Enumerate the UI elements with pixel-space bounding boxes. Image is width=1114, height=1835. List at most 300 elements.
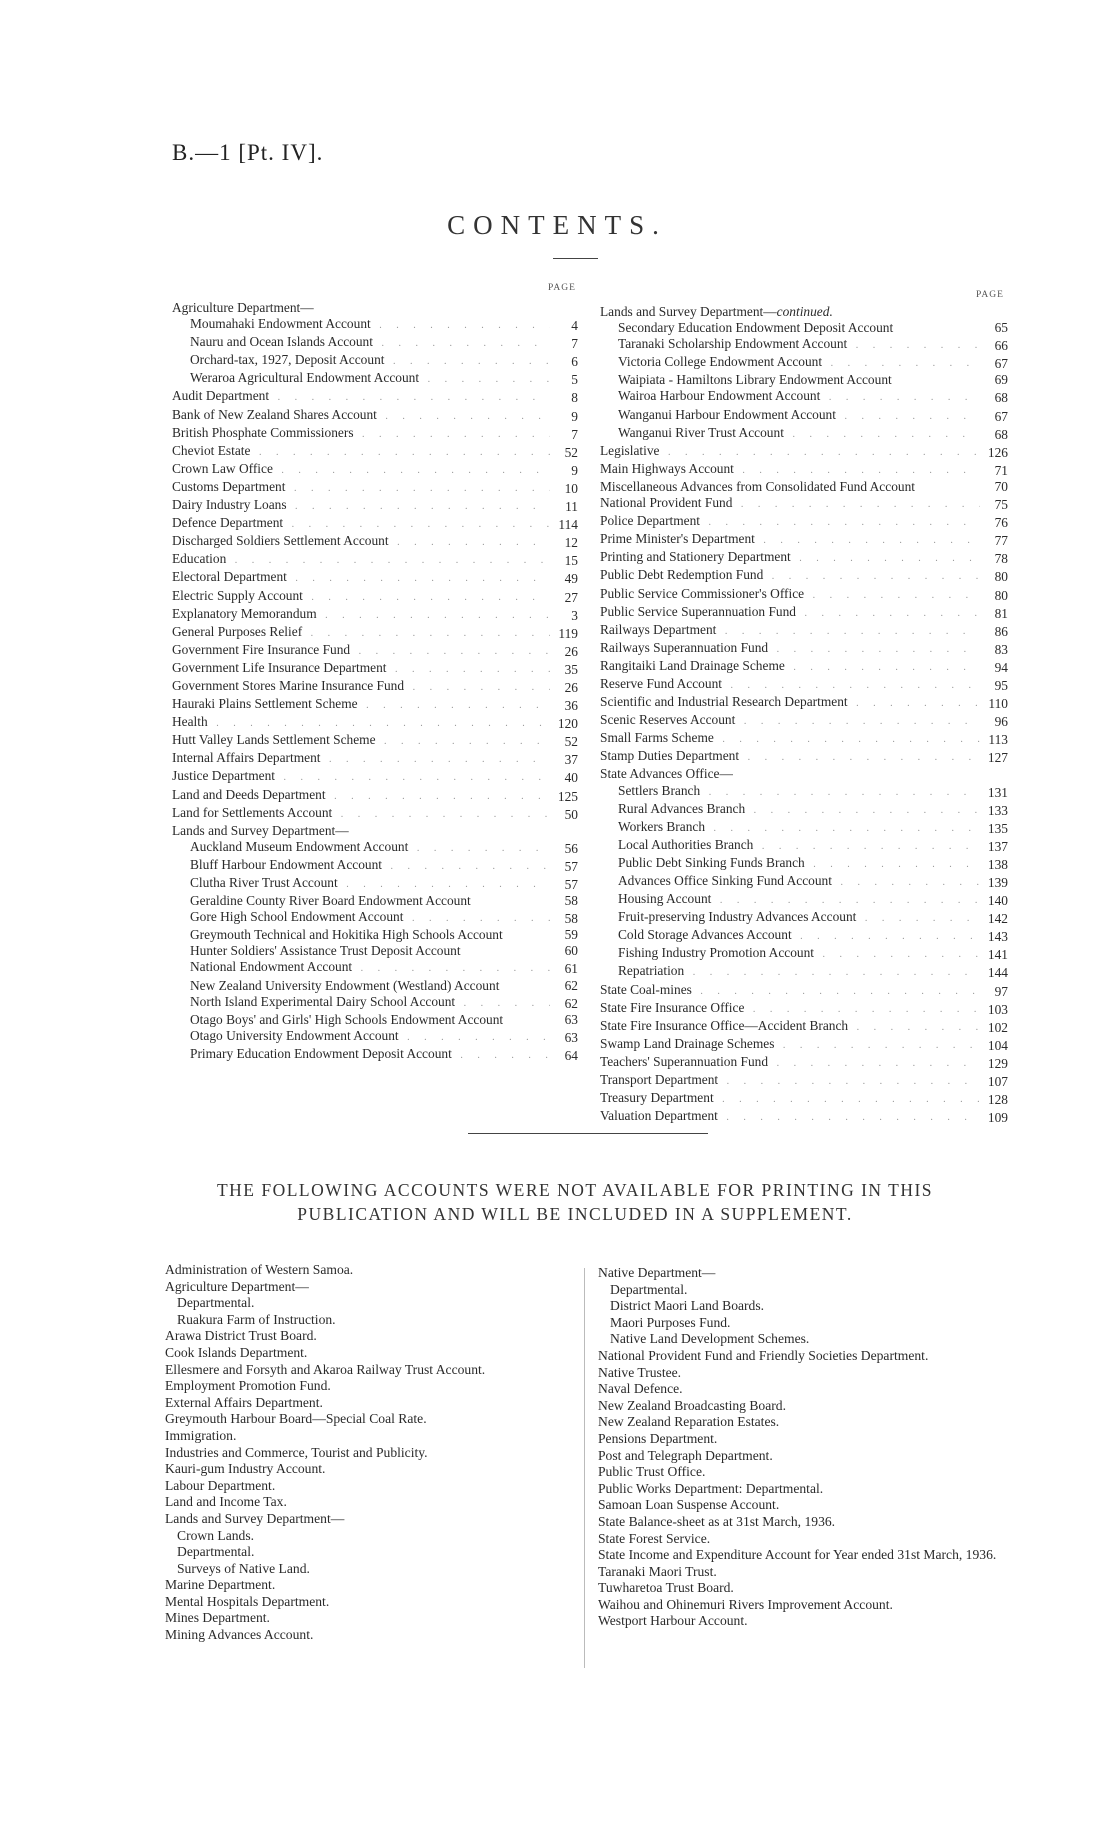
unavailable-account-item: Immigration. <box>165 1427 237 1443</box>
contents-entry-page: 26 <box>564 643 578 659</box>
contents-entry <box>172 407 578 425</box>
contents-entry-label: Government Life Insurance Department . . . <box>172 660 550 678</box>
contents-entry-page: 37 <box>564 752 578 768</box>
unavailable-account-item: Native Department— <box>598 1265 716 1280</box>
contents-column-left <box>172 300 578 1064</box>
contents-entry <box>172 768 578 786</box>
contents-entry <box>172 959 578 977</box>
contents-entry-page: 86 <box>994 623 1008 639</box>
contents-entry-label: Local Authorities Branch . . . <box>618 837 980 855</box>
contents-entry-label: Transport Department . . . <box>600 1072 980 1090</box>
notice-line-2: PUBLICATION AND WILL BE INCLUDED IN A SUPPLEMENT. <box>297 1204 853 1224</box>
contents-entry-label: Health . . . <box>172 714 550 732</box>
unavailable-account-item: Greymouth Harbour Board—Special Coal Rate. <box>165 1411 427 1427</box>
contents-entry <box>172 461 578 479</box>
contents-entry-label: State Fire Insurance Office . . . <box>600 1000 980 1018</box>
contents-entry <box>172 943 578 959</box>
contents-entry-page: 8 <box>571 390 578 406</box>
contents-entry-page: 80 <box>994 587 1008 603</box>
contents-entry <box>600 1036 1008 1054</box>
contents-entry-label: Reserve Fund Account . . . <box>600 676 980 694</box>
contents-entry-page: 12 <box>564 535 578 551</box>
unavailable-account-item: Waihou and Ohinemuri Rivers Improvement Account. <box>598 1596 893 1612</box>
contents-entry <box>600 748 1008 766</box>
contents-entry-label: Housing Account . . . <box>618 891 980 909</box>
contents-entry <box>172 425 578 443</box>
contents-entry-label: Hutt Valley Lands Settlement Scheme . . . <box>172 732 550 750</box>
contents-entry-label: Primary Education Endowment Deposit Account . . . <box>190 1046 550 1064</box>
contents-entry-page: 77 <box>994 533 1008 549</box>
contents-entry-label: Electric Supply Account . . . <box>172 588 550 606</box>
page-title: CONTENTS. <box>447 210 667 240</box>
contents-entry-page: 57 <box>564 858 578 874</box>
contents-entry-page: 3 <box>571 607 578 623</box>
contents-entry-label: Settlers Branch . . . <box>618 783 980 801</box>
contents-entry <box>600 531 1008 549</box>
notice-line-1: THE FOLLOWING ACCOUNTS WERE NOT AVAILABLE FOR PRINTING IN THIS <box>216 1180 934 1200</box>
contents-entry-label: Stamp Duties Department . . . <box>600 748 980 766</box>
contents-entry <box>172 334 578 352</box>
contents-entry-label: New Zealand University Endowment (Westland) Account <box>190 977 500 993</box>
contents-entry <box>600 1072 1008 1090</box>
contents-entry <box>600 622 1008 640</box>
unavailable-account-item: Industries and Commerce, Tourist and Publicity. <box>165 1444 428 1460</box>
contents-entry-page: 10 <box>564 480 578 496</box>
contents-entry <box>172 388 578 406</box>
contents-entry-label: Treasury Department . . . <box>600 1090 980 1108</box>
unavailable-account-item: Departmental. <box>177 1544 255 1560</box>
contents-entry-label: Land for Settlements Account . . . <box>172 805 550 823</box>
contents-entry <box>172 352 578 370</box>
contents-entry-label: Scientific and Industrial Research Department . . . <box>600 694 980 712</box>
contents-entry <box>600 855 1008 873</box>
contents-entry <box>600 461 1008 479</box>
unavailable-account-item: State Income and Expenditure Account for Year ended 31st March, 1936. <box>598 1547 997 1563</box>
contents-entry-page: 70 <box>994 478 1008 494</box>
contents-entry-page: 137 <box>987 838 1008 854</box>
contents-entry-label: Moumahaki Endowment Account . . . <box>190 316 550 334</box>
contents-entry-label: Rangitaiki Land Drainage Scheme . . . <box>600 658 980 676</box>
contents-entry-page: 5 <box>571 372 578 388</box>
unavailable-account-item: Native Trustee. <box>598 1364 682 1380</box>
contents-entry-page: 64 <box>564 1047 578 1063</box>
contents-entry <box>600 372 1008 388</box>
contents-entry <box>600 963 1008 981</box>
contents-entry-page: 120 <box>557 716 578 732</box>
contents-entry-label: Customs Department . . . <box>172 479 550 497</box>
contents-entry <box>172 823 578 839</box>
contents-entry-label: Otago University Endowment Account . . . <box>190 1028 550 1046</box>
contents-entry-page: 69 <box>994 372 1008 388</box>
unavailable-account-item: Public Works Department: Departmental. <box>598 1480 824 1496</box>
unavailable-account-item: Samoan Loan Suspense Account. <box>598 1497 780 1513</box>
contents-entry-page: 94 <box>994 659 1008 675</box>
contents-entry-label: State Fire Insurance Office—Accident Branch . . . <box>600 1018 980 1036</box>
contents-entry-page: 68 <box>994 426 1008 442</box>
contents-entry-label: Scenic Reserves Account . . . <box>600 712 980 730</box>
contents-entry-page: 67 <box>994 408 1008 424</box>
contents-entry-page: 4 <box>571 318 578 334</box>
contents-entry <box>172 569 578 587</box>
contents-entry-page: 52 <box>564 734 578 750</box>
contents-entry-page: 67 <box>994 356 1008 372</box>
contents-entry <box>172 624 578 642</box>
contents-entry <box>600 873 1008 891</box>
contents-entry <box>172 750 578 768</box>
contents-entry <box>600 945 1008 963</box>
contents-entry-page: 127 <box>987 750 1008 766</box>
unavailable-account-item: Tuwharetoa Trust Board. <box>598 1580 734 1596</box>
unavailable-account-item: Ruakura Farm of Instruction. <box>177 1311 336 1327</box>
contents-entry-label: Wanganui Harbour Endowment Account . . . <box>618 407 980 425</box>
contents-entry-label: General Purposes Relief . . . <box>172 624 550 642</box>
contents-entry <box>172 875 578 893</box>
contents-entry-page: 57 <box>564 877 578 892</box>
contents-entry-page: 15 <box>564 553 578 569</box>
contents-entry-page: 59 <box>564 927 578 943</box>
section-divider <box>468 1133 708 1134</box>
contents-entry-label: Dairy Industry Loans . . . <box>172 497 550 515</box>
contents-entry-page: 107 <box>987 1074 1008 1090</box>
contents-entry <box>600 730 1008 748</box>
unavailable-account-item: Surveys of Native Land. <box>177 1560 310 1576</box>
contents-heading: Lands and Survey Department—continued. <box>600 304 833 319</box>
contents-entry-page: 110 <box>988 696 1008 712</box>
unavailable-list-right <box>598 1265 1008 1630</box>
contents-entry-label: Public Service Superannuation Fund . . . <box>600 604 980 622</box>
contents-entry-page: 35 <box>564 661 578 677</box>
contents-entry <box>172 370 578 388</box>
contents-entry <box>172 300 578 316</box>
contents-entry-label: Advances Office Sinking Fund Account . . . <box>618 873 980 891</box>
contents-entry-label: Audit Department . . . <box>172 388 550 406</box>
contents-entry-page: 66 <box>994 338 1008 354</box>
contents-entry-page: 40 <box>564 770 578 786</box>
contents-entry <box>600 495 1008 513</box>
contents-entry <box>600 479 1008 495</box>
contents-entry-label: Weraroa Agricultural Endowment Account . . . <box>190 370 550 388</box>
contents-entry-page: 143 <box>987 929 1008 945</box>
contents-entry-label: Fishing Industry Promotion Account . . . <box>618 945 980 963</box>
contents-entry-label: Printing and Stationery Department . . . <box>600 549 980 567</box>
contents-entry <box>600 567 1008 585</box>
contents-entry-label: Cold Storage Advances Account . . . <box>618 927 980 945</box>
contents-entry-label: Explanatory Memorandum . . . <box>172 606 550 624</box>
contents-entry <box>172 696 578 714</box>
contents-entry-page: 56 <box>564 840 578 856</box>
contents-entry-page: 63 <box>564 1011 578 1027</box>
contents-entry <box>172 479 578 497</box>
unavailable-account-item: Mental Hospitals Department. <box>165 1593 330 1609</box>
contents-entry-label: Taranaki Scholarship Endowment Account . . . <box>618 336 980 354</box>
contents-entry-label: Crown Law Office . . . <box>172 461 550 479</box>
contents-entry-page: 139 <box>987 875 1008 890</box>
contents-entry-page: 138 <box>987 856 1008 872</box>
contents-entry-label: Secondary Education Endowment Deposit Account <box>618 320 894 336</box>
unavailable-account-item: Mining Advances Account. <box>165 1627 314 1643</box>
unavailable-account-item: Naval Defence. <box>598 1381 683 1397</box>
unavailable-account-item: Crown Lands. <box>177 1527 255 1543</box>
contents-entry <box>600 712 1008 730</box>
unavailable-account-item: Taranaki Maori Trust. <box>598 1563 717 1579</box>
contents-entry-label: Discharged Soldiers Settlement Account . . . <box>172 533 550 551</box>
contents-entry <box>600 1000 1008 1018</box>
contents-entry-label: Nauru and Ocean Islands Account . . . <box>190 334 550 352</box>
contents-entry-page: 83 <box>994 641 1008 657</box>
contents-entry-label: Valuation Department . . . <box>600 1108 980 1126</box>
contents-entry-page: 135 <box>987 820 1008 836</box>
unavailable-account-item: New Zealand Reparation Estates. <box>598 1414 780 1430</box>
contents-entry-label: Land and Deeds Department . . . <box>172 787 550 805</box>
contents-entry <box>172 805 578 823</box>
contents-entry-page: 58 <box>564 893 578 909</box>
contents-entry-page: 26 <box>564 679 578 695</box>
contents-entry-label: Swamp Land Drainage Schemes . . . <box>600 1036 980 1054</box>
contents-entry-page: 75 <box>994 497 1008 513</box>
contents-entry-label: Public Debt Redemption Fund . . . <box>600 567 980 585</box>
unavailable-account-item: Mines Department. <box>165 1610 270 1626</box>
unavailable-account-item: Kauri-gum Industry Account. <box>165 1461 326 1477</box>
contents-entry-label: Railways Department . . . <box>600 622 980 640</box>
unavailable-account-item: Land and Income Tax. <box>165 1494 287 1510</box>
contents-entry-label: North Island Experimental Dairy School Account . . . <box>190 994 550 1012</box>
contents-entry-page: 9 <box>571 462 578 478</box>
contents-entry <box>172 1012 578 1028</box>
contents-entry-label: Bank of New Zealand Shares Account . . . <box>172 407 550 425</box>
contents-entry <box>172 732 578 750</box>
contents-entry <box>172 893 578 909</box>
contents-entry-page: 102 <box>987 1019 1008 1035</box>
contents-entry-label: Gore High School Endowment Account . . . <box>190 909 550 927</box>
title-rule <box>553 258 598 259</box>
page-column-heading-right: PAGE <box>976 290 1004 300</box>
contents-entry-page: 62 <box>564 995 578 1011</box>
contents-entry <box>172 606 578 624</box>
contents-entry <box>600 783 1008 801</box>
contents-entry-page: 80 <box>994 569 1008 585</box>
contents-entry <box>172 533 578 551</box>
contents-entry-page: 140 <box>987 893 1008 909</box>
contents-entry <box>172 787 578 805</box>
contents-entry-page: 103 <box>987 1001 1008 1017</box>
contents-entry-label: Greymouth Technical and Hokitika High Schools Account <box>190 927 503 943</box>
contents-entry <box>600 694 1008 712</box>
unavailable-account-item: Lands and Survey Department— <box>165 1510 345 1526</box>
contents-entry-page: 9 <box>571 408 578 424</box>
contents-entry-label: Justice Department . . . <box>172 768 550 786</box>
contents-entry-label: Miscellaneous Advances from Consolidated Fund Account <box>600 478 915 494</box>
contents-entry-page: 113 <box>988 732 1008 748</box>
contents-entry <box>172 551 578 569</box>
contents-entry <box>600 1090 1008 1108</box>
contents-entry-label: Police Department . . . <box>600 513 980 531</box>
unavailable-account-item: External Affairs Department. <box>165 1394 323 1410</box>
contents-entry-page: 131 <box>987 784 1008 800</box>
unavailable-list-left <box>165 1262 577 1644</box>
contents-entry-label: Education . . . <box>172 551 550 569</box>
contents-entry-label: British Phosphate Commissioners . . . <box>172 425 550 443</box>
contents-entry <box>172 678 578 696</box>
contents-entry-page: 128 <box>987 1092 1008 1108</box>
unavailable-account-item: Pensions Department. <box>598 1430 718 1446</box>
unavailable-account-item: Administration of Western Samoa. <box>165 1262 354 1277</box>
contents-entry-page: 119 <box>558 625 578 641</box>
unavailable-account-item: National Provident Fund and Friendly Societies Department. <box>598 1347 929 1363</box>
contents-entry-label: Prime Minister's Department . . . <box>600 531 980 549</box>
contents-entry-label: Wairoa Harbour Endowment Account . . . <box>618 388 980 406</box>
contents-entry-page: 58 <box>564 911 578 927</box>
contents-entry-label: State Coal-mines . . . <box>600 982 980 1000</box>
contents-entry <box>600 336 1008 354</box>
contents-heading: Agriculture Department— <box>172 300 314 315</box>
contents-entry-page: 96 <box>994 714 1008 730</box>
contents-entry-page: 142 <box>987 911 1008 927</box>
contents-entry-page: 27 <box>564 589 578 605</box>
unavailable-account-item: New Zealand Broadcasting Board. <box>598 1397 786 1413</box>
page-column-heading-left: PAGE <box>548 283 576 293</box>
contents-entry <box>172 497 578 515</box>
contents-entry-label: Main Highways Account . . . <box>600 461 980 479</box>
contents-entry-page: 7 <box>571 336 578 352</box>
contents-entry-page: 78 <box>994 551 1008 567</box>
contents-entry-page: 6 <box>571 354 578 370</box>
contents-entry-label: Public Service Commissioner's Office . . . <box>600 586 980 604</box>
contents-entry <box>600 513 1008 531</box>
unavailable-account-item: Ellesmere and Forsyth and Akaroa Railway Trust Account. <box>165 1361 486 1377</box>
contents-entry <box>600 640 1008 658</box>
contents-entry <box>600 891 1008 909</box>
contents-entry-page: 114 <box>558 517 578 533</box>
contents-entry-label: Victoria College Endowment Account . . . <box>618 354 980 372</box>
contents-entry-page: 129 <box>987 1055 1008 1071</box>
contents-entry <box>172 1046 578 1064</box>
contents-entry <box>172 443 578 461</box>
contents-entry <box>172 642 578 660</box>
unavailable-account-item: District Maori Land Boards. <box>610 1298 765 1314</box>
contents-entry <box>172 839 578 857</box>
contents-entry-label: Legislative . . . <box>600 443 980 461</box>
contents-entry <box>600 801 1008 819</box>
contents-entry <box>600 304 1008 320</box>
contents-entry <box>600 819 1008 837</box>
contents-entry-label: Hunter Soldiers' Assistance Trust Deposit Account <box>190 943 461 959</box>
contents-entry-label: Small Farms Scheme . . . <box>600 730 980 748</box>
unavailable-account-item: Agriculture Department— <box>165 1278 309 1294</box>
contents-entry <box>172 994 578 1012</box>
contents-entry-label: National Endowment Account . . . <box>190 959 550 977</box>
contents-entry-label: Railways Superannuation Fund . . . <box>600 640 980 658</box>
unavailable-account-item: Departmental. <box>610 1281 688 1297</box>
contents-entry-label: Wanganui River Trust Account . . . <box>618 425 980 443</box>
contents-entry-label: Geraldine County River Board Endowment Account <box>190 893 471 909</box>
contents-entry <box>172 978 578 994</box>
contents-entry <box>600 586 1008 604</box>
contents-heading: Lands and Survey Department— <box>172 822 349 838</box>
unavailable-account-item: Public Trust Office. <box>598 1464 706 1480</box>
unavailable-account-item: State Forest Service. <box>598 1530 711 1546</box>
contents-entry-page: 144 <box>987 965 1008 981</box>
contents-entry <box>172 857 578 875</box>
contents-entry <box>600 604 1008 622</box>
contents-entry <box>172 588 578 606</box>
contents-entry-page: 7 <box>571 426 578 442</box>
contents-entry <box>600 837 1008 855</box>
contents-entry-label: Repatriation . . . <box>618 963 980 981</box>
contents-entry-label: Government Fire Insurance Fund . . . <box>172 642 550 660</box>
contents-entry-label: Hauraki Plains Settlement Scheme . . . <box>172 696 550 714</box>
contents-entry-label: Workers Branch . . . <box>618 819 980 837</box>
contents-entry-page: 133 <box>987 802 1008 818</box>
contents-entry-page: 36 <box>564 698 578 714</box>
contents-entry <box>600 766 1008 782</box>
contents-heading: State Advances Office— <box>600 766 733 782</box>
contents-entry-page: 62 <box>564 977 578 993</box>
contents-entry-page: 61 <box>564 961 578 977</box>
contents-entry-label: Government Stores Marine Insurance Fund . . . <box>172 678 550 696</box>
contents-entry <box>600 1018 1008 1036</box>
contents-entry <box>600 927 1008 945</box>
contents-entry-page: 11 <box>565 499 578 515</box>
contents-entry-label: Internal Affairs Department . . . <box>172 750 550 768</box>
contents-entry <box>172 927 578 943</box>
unavailable-account-item: Cook Islands Department. <box>165 1344 308 1360</box>
contents-entry-page: 126 <box>987 444 1008 460</box>
contents-entry <box>600 407 1008 425</box>
contents-entry-page: 109 <box>987 1110 1008 1126</box>
contents-entry <box>600 676 1008 694</box>
column-divider <box>584 1268 585 1668</box>
contents-entry <box>600 982 1008 1000</box>
contents-entry-label: National Provident Fund . . . <box>600 495 980 513</box>
contents-entry <box>600 354 1008 372</box>
unavailable-account-item: Post and Telegraph Department. <box>598 1447 773 1463</box>
contents-entry-page: 71 <box>994 462 1008 478</box>
unavailable-account-item: State Balance-sheet as at 31st March, 1936. <box>598 1513 836 1529</box>
contents-entry-label: Bluff Harbour Endowment Account . . . <box>190 857 550 875</box>
contents-entry-page: 104 <box>987 1037 1008 1053</box>
contents-entry-label: Orchard-tax, 1927, Deposit Account . . . <box>190 352 550 370</box>
unavailable-account-item: Departmental. <box>177 1295 255 1311</box>
contents-entry <box>600 549 1008 567</box>
contents-entry <box>600 909 1008 927</box>
contents-entry-label: Rural Advances Branch . . . <box>618 801 980 819</box>
contents-entry <box>600 658 1008 676</box>
contents-entry <box>600 443 1008 461</box>
contents-entry-page: 125 <box>557 788 578 804</box>
contents-entry <box>172 515 578 533</box>
contents-entry-label: Cheviot Estate . . . <box>172 443 550 461</box>
contents-entry <box>600 1054 1008 1072</box>
supplement-notice <box>150 1178 1000 1226</box>
contents-entry <box>172 714 578 732</box>
contents-entry-page: 60 <box>564 943 578 959</box>
contents-entry <box>172 316 578 334</box>
contents-entry-page: 52 <box>564 444 578 460</box>
contents-entry-page: 68 <box>994 390 1008 406</box>
unavailable-account-item: Employment Promotion Fund. <box>165 1378 331 1394</box>
contents-entry-page: 76 <box>994 515 1008 531</box>
contents-entry <box>600 1108 1008 1126</box>
contents-entry-label: Fruit-preserving Industry Advances Account . . . <box>618 909 980 927</box>
contents-entry-page: 65 <box>994 320 1008 336</box>
contents-entry <box>172 909 578 927</box>
contents-entry-page: 141 <box>987 947 1008 963</box>
contents-entry <box>600 388 1008 406</box>
document-reference: B.—1 [Pt. IV]. <box>172 140 324 165</box>
contents-entry-page: 49 <box>564 571 578 587</box>
contents-entry <box>600 320 1008 336</box>
contents-entry-label: Defence Department . . . <box>172 515 550 533</box>
